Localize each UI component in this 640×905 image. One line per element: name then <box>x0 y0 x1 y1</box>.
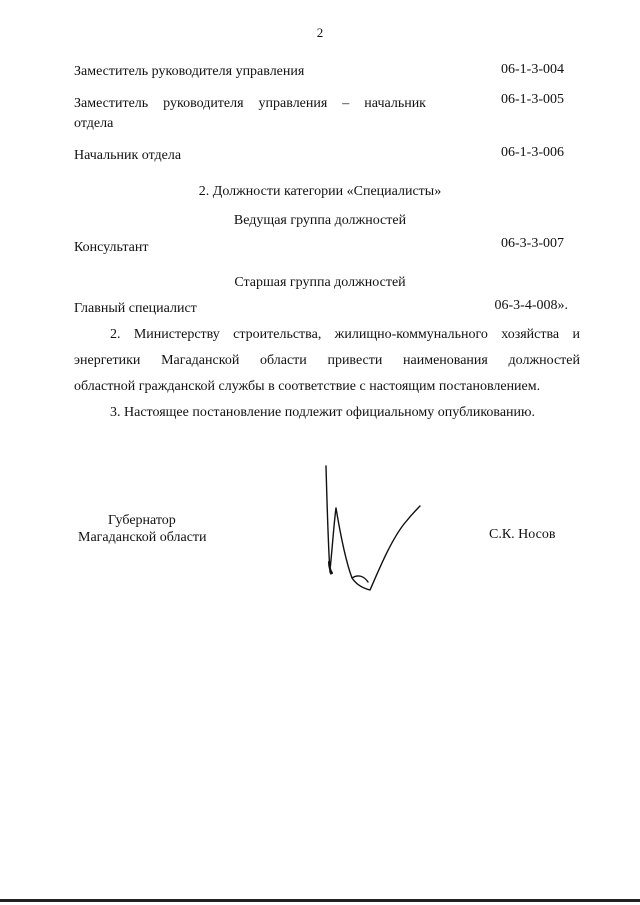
position-code-department-chief: 06-1-3-006 <box>501 145 564 160</box>
position-label-department-chief: Начальник отдела <box>74 148 182 163</box>
position-code-deputy-head: 06-1-3-004 <box>501 62 564 77</box>
signatory-name: С.К. Носов <box>489 527 556 542</box>
page-number: 2 <box>316 25 324 40</box>
paragraph-publication: 3. Настоящее постановление подлежит официальному опубликованию. <box>110 405 535 420</box>
position-label-chief-specialist: Главный специалист <box>74 301 197 316</box>
bottom-rule <box>0 899 640 902</box>
handwritten-signature-icon <box>318 462 428 597</box>
position-label-line1: Заместитель руководителя управления – начальник <box>74 96 426 111</box>
paragraph-line: областной гражданской службы в соответствие с настоящим постановлением. <box>74 379 541 394</box>
paragraph-line: энергетики Магаданской области привести наименования должностей <box>74 353 580 368</box>
position-label-deputy-head: Заместитель руководителя управления <box>74 64 305 79</box>
position-code-chief-specialist: 06-3-4-008». <box>494 298 568 313</box>
position-label-consultant: Консультант <box>74 240 149 255</box>
position-code-deputy-head-department-chief: 06-1-3-005 <box>501 92 564 107</box>
section-heading: 2. Должности категории «Специалисты» <box>198 184 442 199</box>
position-label-deputy-head-department-chief <box>74 94 426 134</box>
paragraph-ministry-instruction <box>74 322 580 400</box>
paragraph-line: 2. Министерству строительства, жилищно-коммунального хозяйства и <box>110 327 580 342</box>
signatory-title-line1: Губернатор <box>108 513 176 528</box>
group-heading-leading: Ведущая группа должностей <box>233 213 407 228</box>
group-heading-senior: Старшая группа должностей <box>234 275 406 290</box>
position-label-line2: отдела <box>74 116 114 131</box>
position-code-consultant: 06-3-3-007 <box>501 236 564 251</box>
signatory-title-line2: Магаданской области <box>78 530 207 545</box>
